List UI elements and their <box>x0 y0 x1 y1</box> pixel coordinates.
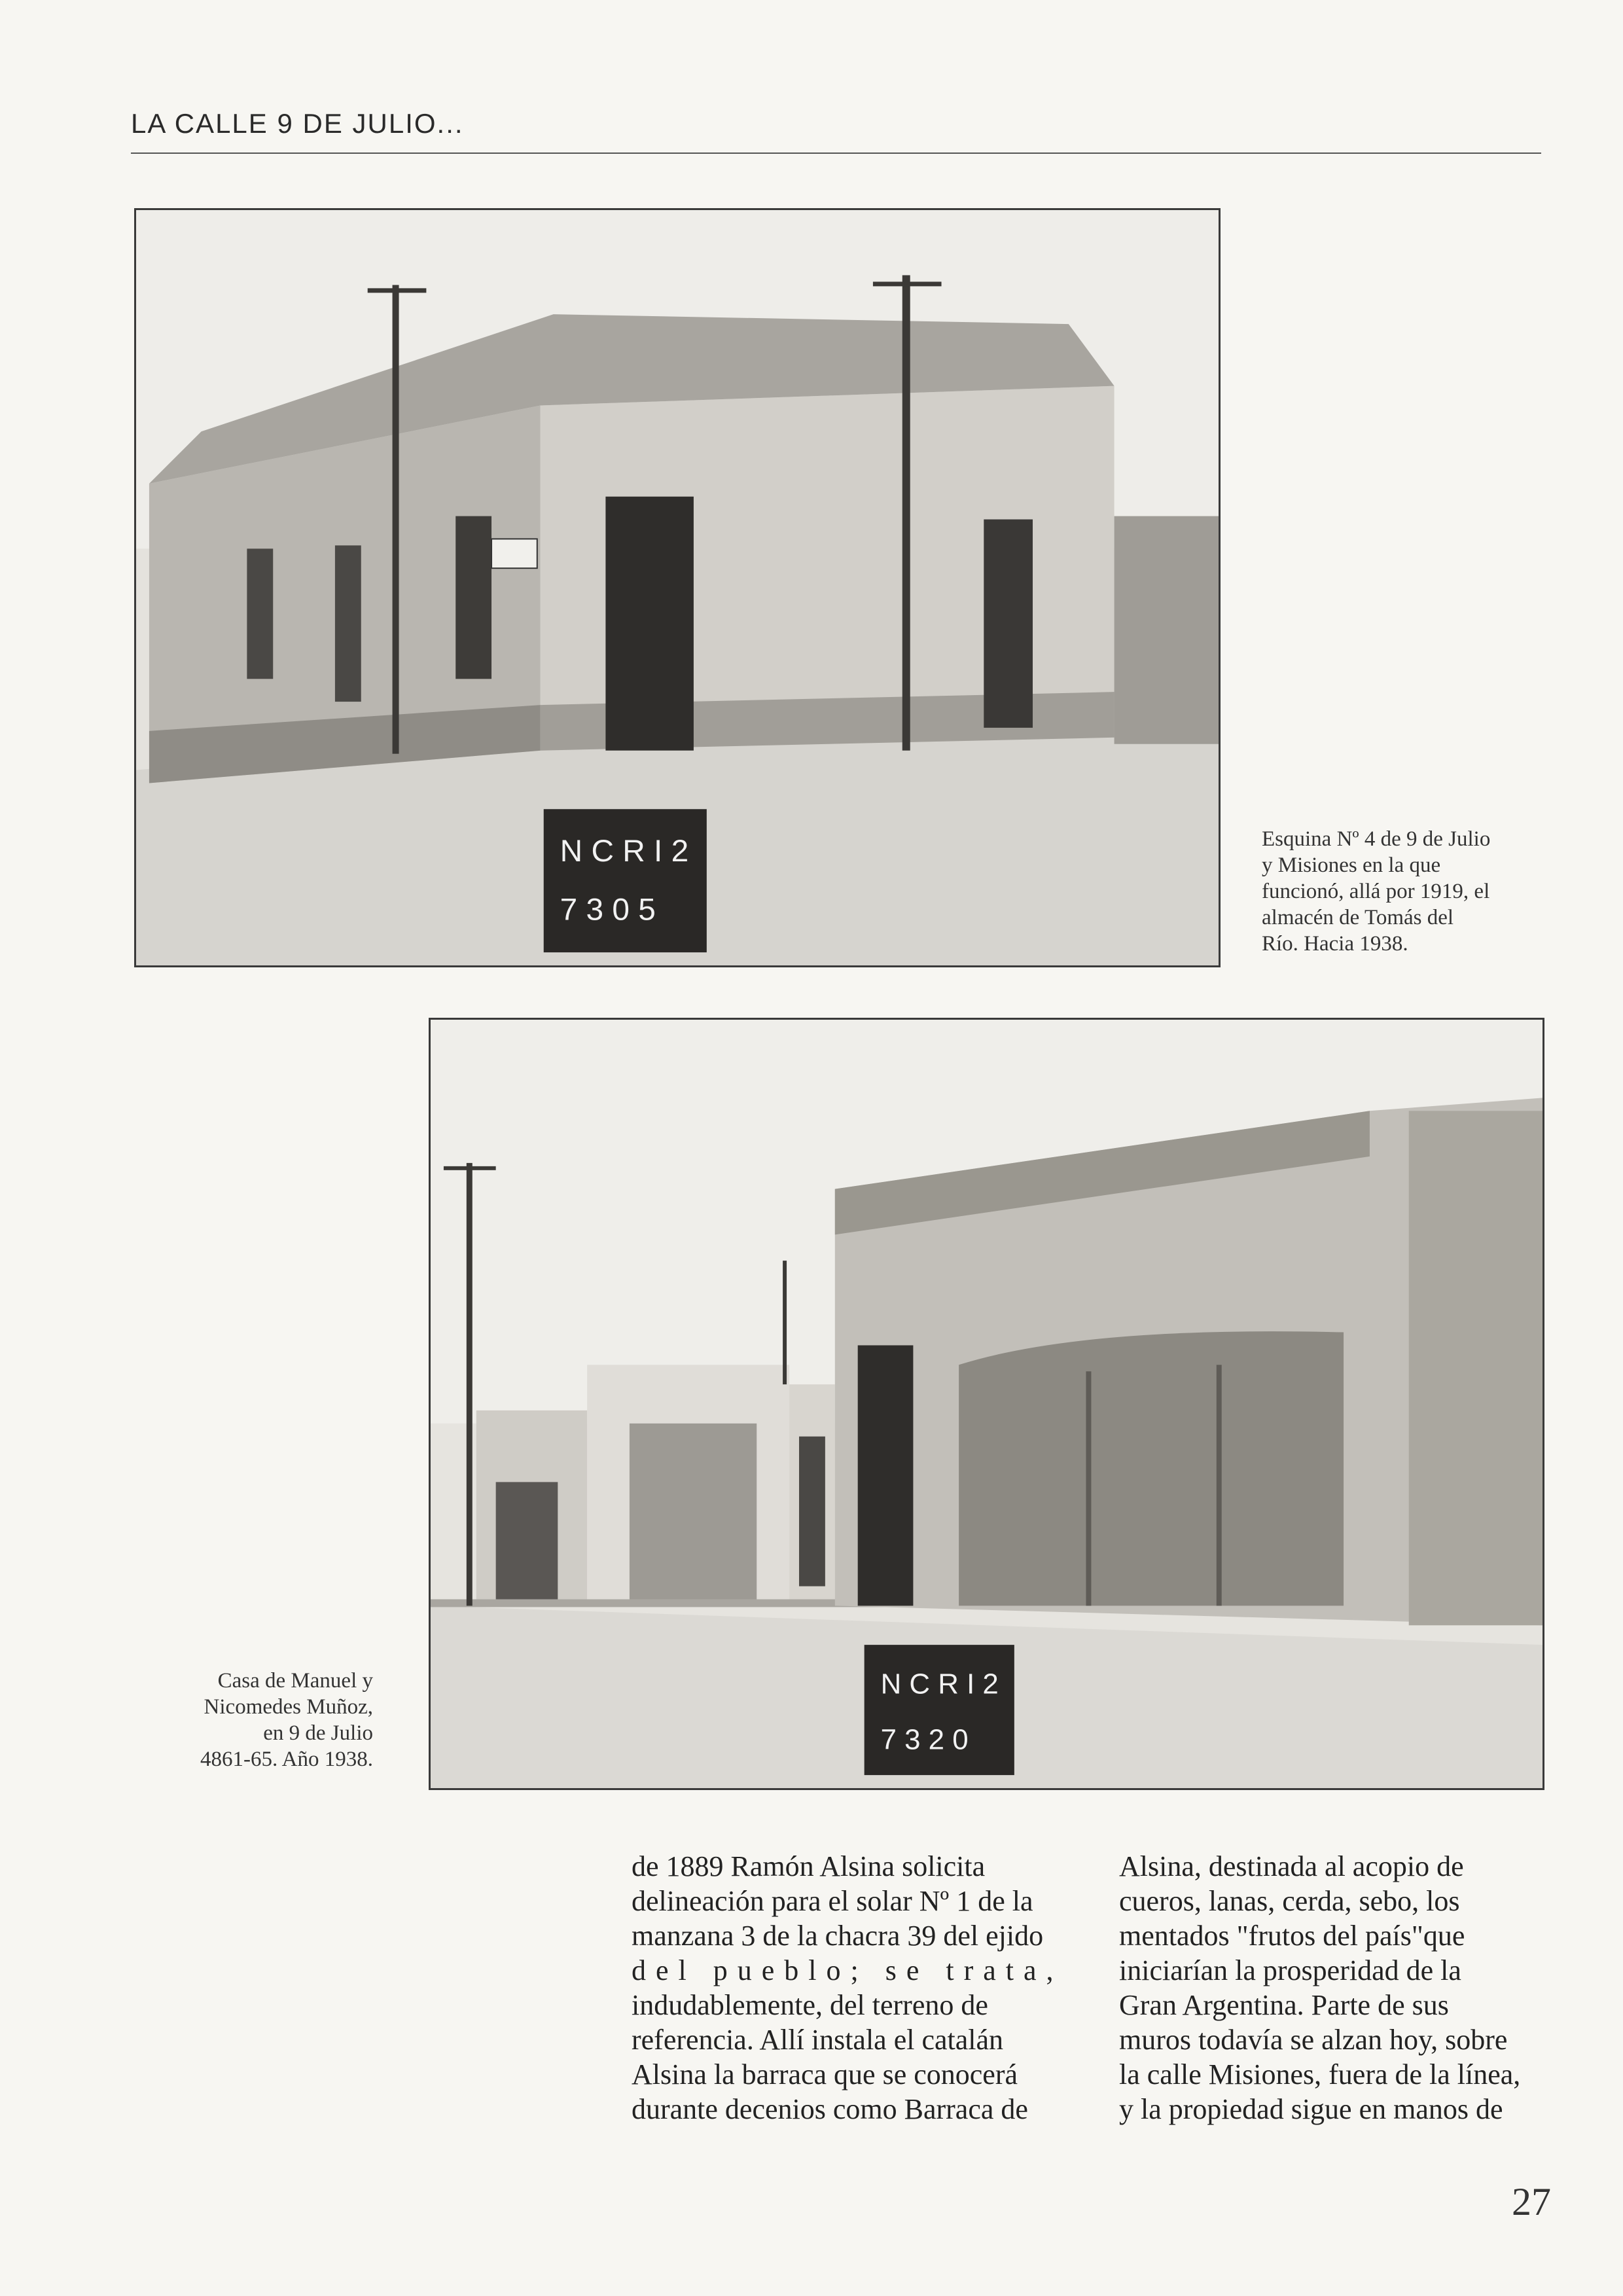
caption-line: almacén de Tomás del <box>1262 906 1454 929</box>
photo-corner-building-image <box>136 210 1219 965</box>
body-line: Gran Argentina. Parte de sus <box>1119 1989 1449 2021</box>
caption-line: Nicomedes Muñoz, <box>204 1695 373 1719</box>
body-line: Alsina, destinada al acopio de <box>1119 1850 1464 1882</box>
body-column-2 <box>1119 1849 1551 2126</box>
body-line: de 1889 Ramón Alsina solicita <box>632 1850 986 1882</box>
body-line: y la propiedad sigue en manos de <box>1119 2093 1503 2125</box>
photo-corner-building <box>134 208 1221 967</box>
body-line: manzana 3 de la chacra 39 del ejido <box>632 1920 1044 1952</box>
photo-munoz-house-image <box>431 1020 1543 1788</box>
caption-line: funcionó, allá por 1919, el <box>1262 880 1490 903</box>
caption-line: en 9 de Julio <box>263 1721 373 1745</box>
body-line: del pueblo; se trata, <box>632 1954 1063 1986</box>
body-line: mentados "frutos del país"que <box>1119 1920 1465 1952</box>
body-column-1 <box>632 1849 1063 2126</box>
photo-plate-line2: 7 3 0 5 <box>560 892 656 927</box>
photo-plate-line1: N C R I 2 <box>880 1668 999 1700</box>
caption-line: Casa de Manuel y <box>217 1669 373 1693</box>
body-line: delineación para el solar Nº 1 de la <box>632 1885 1033 1917</box>
caption-line: y Misiones en la que <box>1262 853 1441 877</box>
body-line: durante decenios como Barraca de <box>632 2093 1028 2125</box>
photo-munoz-house <box>429 1018 1544 1790</box>
caption-line: 4861-65. Año 1938. <box>200 1748 373 1771</box>
body-line: la calle Misiones, fuera de la línea, <box>1119 2058 1521 2090</box>
body-line: Alsina la barraca que se conocerá <box>632 2058 1018 2090</box>
body-line: cueros, lanas, cerda, sebo, los <box>1119 1885 1460 1917</box>
caption-corner-building <box>1262 826 1550 957</box>
page-number: 27 <box>1512 2180 1551 2223</box>
body-line: indudablemente, del terreno de <box>632 1989 988 2021</box>
caption-line: Esquina Nº 4 de 9 de Julio <box>1262 827 1491 851</box>
body-line: muros todavía se alzan hoy, sobre <box>1119 2024 1508 2056</box>
body-line: iniciarían la prosperidad de la <box>1119 1954 1461 1986</box>
running-header: LA CALLE 9 DE JULIO... <box>131 108 464 139</box>
caption-line: Río. Hacia 1938. <box>1262 932 1408 956</box>
body-line: referencia. Allí instala el catalán <box>632 2024 1004 2056</box>
header-divider <box>131 152 1541 154</box>
photo-plate-line1: N C R I 2 <box>560 833 689 869</box>
caption-munoz-house <box>151 1668 373 1772</box>
photo-plate-line2: 7 3 2 0 <box>880 1723 969 1756</box>
